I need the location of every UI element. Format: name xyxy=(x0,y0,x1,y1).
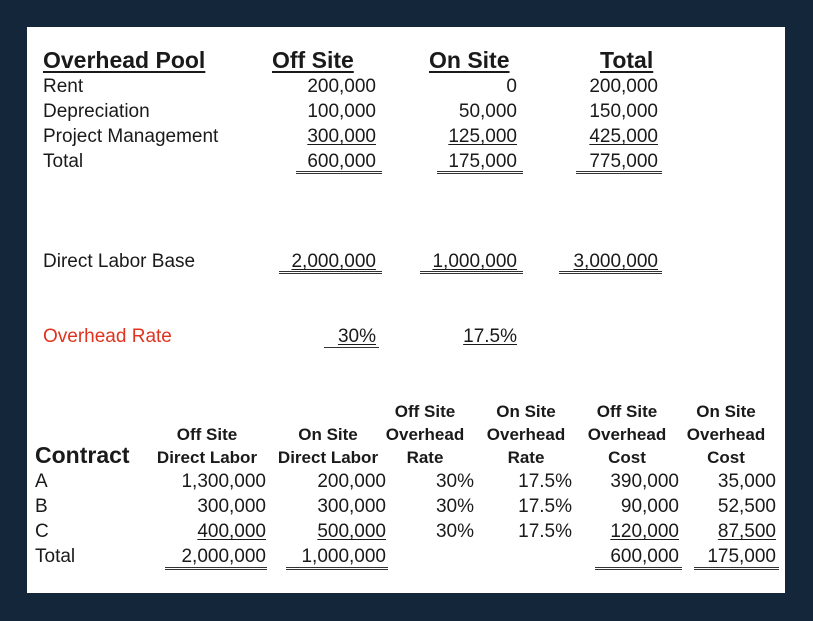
contract-dl-on: 200,000 xyxy=(317,471,386,492)
double-rule xyxy=(279,271,382,274)
contract-rate-on: 17.5% xyxy=(518,496,572,517)
rate-label: Overhead Rate xyxy=(43,326,172,347)
base-on: 1,000,000 xyxy=(432,251,517,272)
contract-cost-off: 390,000 xyxy=(610,471,679,492)
contract-name: A xyxy=(35,471,48,492)
contract-cost-on: 35,000 xyxy=(717,471,776,492)
header-cost-off-2: Overhead xyxy=(587,425,667,444)
contract-cost-off: 120,000 xyxy=(610,521,679,542)
header-cost-off-3: Cost xyxy=(608,448,646,467)
contract-total-dl-on: 1,000,000 xyxy=(301,546,386,567)
contract-total-cost-on: 175,000 xyxy=(707,546,776,567)
contract-rate-off: 30% xyxy=(435,521,474,542)
pool-row-label: Depreciation xyxy=(43,101,150,122)
contract-dl-on: 300,000 xyxy=(317,496,386,517)
pool-row-on: 125,000 xyxy=(448,126,517,147)
pool-row-off: 300,000 xyxy=(307,126,376,147)
pool-total-on: 175,000 xyxy=(448,151,517,172)
pool-header-on-site: On Site xyxy=(429,47,510,73)
double-rule xyxy=(595,567,682,570)
contract-cost-on: 87,500 xyxy=(717,521,776,542)
pool-row-label: Project Management xyxy=(43,126,219,147)
rule xyxy=(324,347,379,348)
pool-row-label: Total xyxy=(43,151,84,172)
pool-row-total: 200,000 xyxy=(589,76,658,97)
header-dl-on-2: Direct Labor xyxy=(277,448,379,467)
rate-off: 30% xyxy=(337,326,376,347)
header-rate-on-1: On Site xyxy=(496,402,556,421)
contract-name: C xyxy=(35,521,49,542)
header-cost-on-2: Overhead xyxy=(686,425,766,444)
header-rate-off-1: Off Site xyxy=(394,402,456,421)
pool-row-total: 150,000 xyxy=(589,101,658,122)
pool-header-off-site: Off Site xyxy=(272,47,354,73)
pool-header-label: Overhead Pool xyxy=(43,47,206,73)
header-cost-on-3: Cost xyxy=(707,448,745,467)
contract-rate-on: 17.5% xyxy=(518,521,572,542)
rate-on: 17.5% xyxy=(463,326,517,347)
double-rule xyxy=(576,171,662,174)
pool-row-on: 50,000 xyxy=(458,101,517,122)
header-dl-off-1: Off Site xyxy=(176,425,238,444)
pool-row-on: 0 xyxy=(506,76,517,97)
contract-cost-on: 52,500 xyxy=(717,496,776,517)
contract-title: Contract xyxy=(35,442,130,468)
pool-total-off: 600,000 xyxy=(307,151,376,172)
contract-rate-on: 17.5% xyxy=(518,471,572,492)
header-dl-off-2: Direct Labor xyxy=(156,448,258,467)
double-rule xyxy=(559,271,662,274)
contract-rate-off: 30% xyxy=(435,496,474,517)
header-cost-off-1: Off Site xyxy=(596,402,658,421)
header-rate-on-2: Overhead xyxy=(486,425,566,444)
double-rule xyxy=(296,171,382,174)
contract-total-cost-off: 600,000 xyxy=(610,546,679,567)
double-rule xyxy=(165,567,267,570)
pool-total-total: 775,000 xyxy=(589,151,658,172)
pool-row-off: 200,000 xyxy=(307,76,376,97)
pool-row-off: 100,000 xyxy=(307,101,376,122)
contract-dl-off: 1,300,000 xyxy=(181,471,266,492)
base-total: 3,000,000 xyxy=(573,251,658,272)
header-rate-on-3: Rate xyxy=(507,448,545,467)
contract-dl-off: 400,000 xyxy=(197,521,266,542)
double-rule xyxy=(286,567,388,570)
pool-row-total: 425,000 xyxy=(589,126,658,147)
contract-total-label: Total xyxy=(35,546,76,567)
double-rule xyxy=(420,271,523,274)
header-rate-off-2: Overhead xyxy=(385,425,465,444)
double-rule xyxy=(437,171,523,174)
contract-name: B xyxy=(35,496,48,517)
base-label: Direct Labor Base xyxy=(43,251,196,272)
double-rule xyxy=(694,567,779,570)
slide xyxy=(27,27,785,593)
contract-cost-off: 90,000 xyxy=(620,496,679,517)
contract-rate-off: 30% xyxy=(435,471,474,492)
contract-dl-on: 500,000 xyxy=(317,521,386,542)
base-off: 2,000,000 xyxy=(291,251,376,272)
pool-header-total: Total xyxy=(600,47,654,73)
pool-row-label: Rent xyxy=(43,76,84,97)
header-cost-on-1: On Site xyxy=(696,402,756,421)
contract-dl-off: 300,000 xyxy=(197,496,266,517)
contract-total-dl-off: 2,000,000 xyxy=(181,546,266,567)
header-rate-off-3: Rate xyxy=(406,448,444,467)
header-dl-on-1: On Site xyxy=(298,425,358,444)
